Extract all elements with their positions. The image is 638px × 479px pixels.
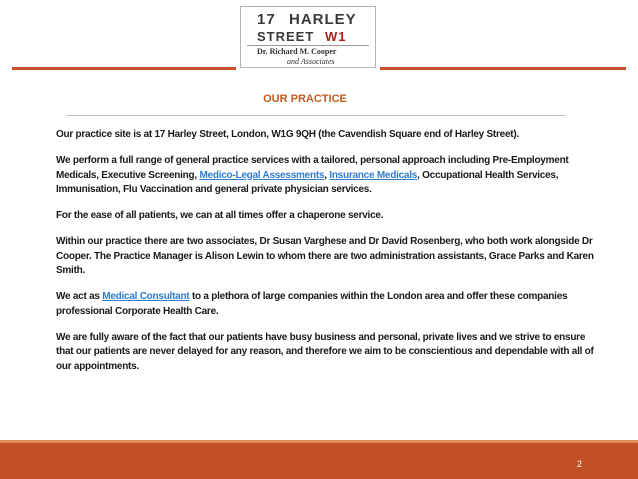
paragraph-staff: Within our practice there are two associates, Dr Susan Varghese and Dr David Rosenberg, who both work alongside Dr Cooper. The Practice Manager is Alison Lewin to whom there are two administration assistants, Grace Parks and Karen Smith. bbox=[56, 236, 594, 276]
logo-associates: and Associates bbox=[287, 57, 335, 66]
logo-divider bbox=[247, 45, 369, 46]
title-divider bbox=[66, 115, 566, 116]
logo-harley: HARLEY bbox=[289, 11, 357, 28]
paragraph-location: Our practice site is at 17 Harley Street, London, W1G 9QH (the Cavendish Square end of Harley Street). bbox=[56, 129, 519, 140]
header-rule-right bbox=[380, 67, 626, 70]
medico-legal-link[interactable]: Medico-Legal Assessments bbox=[199, 169, 325, 181]
services-text-b: , bbox=[324, 169, 330, 181]
consultant-text-a: We act as bbox=[56, 291, 103, 302]
logo-w1: W1 bbox=[325, 29, 347, 44]
consultant-text-b: to a plethora of large companies within the London area and offer these companies professional Corporate Health Care. bbox=[56, 291, 568, 317]
services-text-a: We perform a full range of general practice services with a tailored, personal approach including Pre-Employment Medicals, Executive Screening, bbox=[56, 155, 569, 181]
paragraph-consultant bbox=[56, 290, 596, 319]
page-title: OUR PRACTICE bbox=[263, 93, 347, 105]
practice-content bbox=[56, 128, 596, 386]
practice-logo bbox=[240, 6, 376, 68]
paragraph-services bbox=[56, 154, 596, 198]
medical-consultant-link[interactable]: Medical Consultant bbox=[102, 291, 190, 302]
footer-bar bbox=[0, 443, 638, 479]
paragraph-appointments: We are fully aware of the fact that our patients have busy business and personal, private lives and we strive to ensure that our patients are never delayed for any reason, and therefore we aim to be conscientious and dependable with all of our appointments. bbox=[56, 331, 594, 372]
paragraph-chaperone: For the ease of all patients, we can at all times offer a chaperone service. bbox=[56, 210, 384, 221]
logo-street: STREET bbox=[257, 29, 315, 44]
header-rule-left bbox=[12, 67, 236, 70]
logo-number: 17 bbox=[257, 11, 276, 28]
services-text-c: , Occupational Health Services, Immunisation, Flu Vaccination and general private physician services. bbox=[56, 169, 559, 195]
insurance-medicals-link[interactable]: Insurance Medicals bbox=[329, 169, 418, 181]
logo-doctor-name: Dr. Richard M. Cooper bbox=[257, 47, 337, 56]
page-number: 2 bbox=[576, 459, 582, 469]
